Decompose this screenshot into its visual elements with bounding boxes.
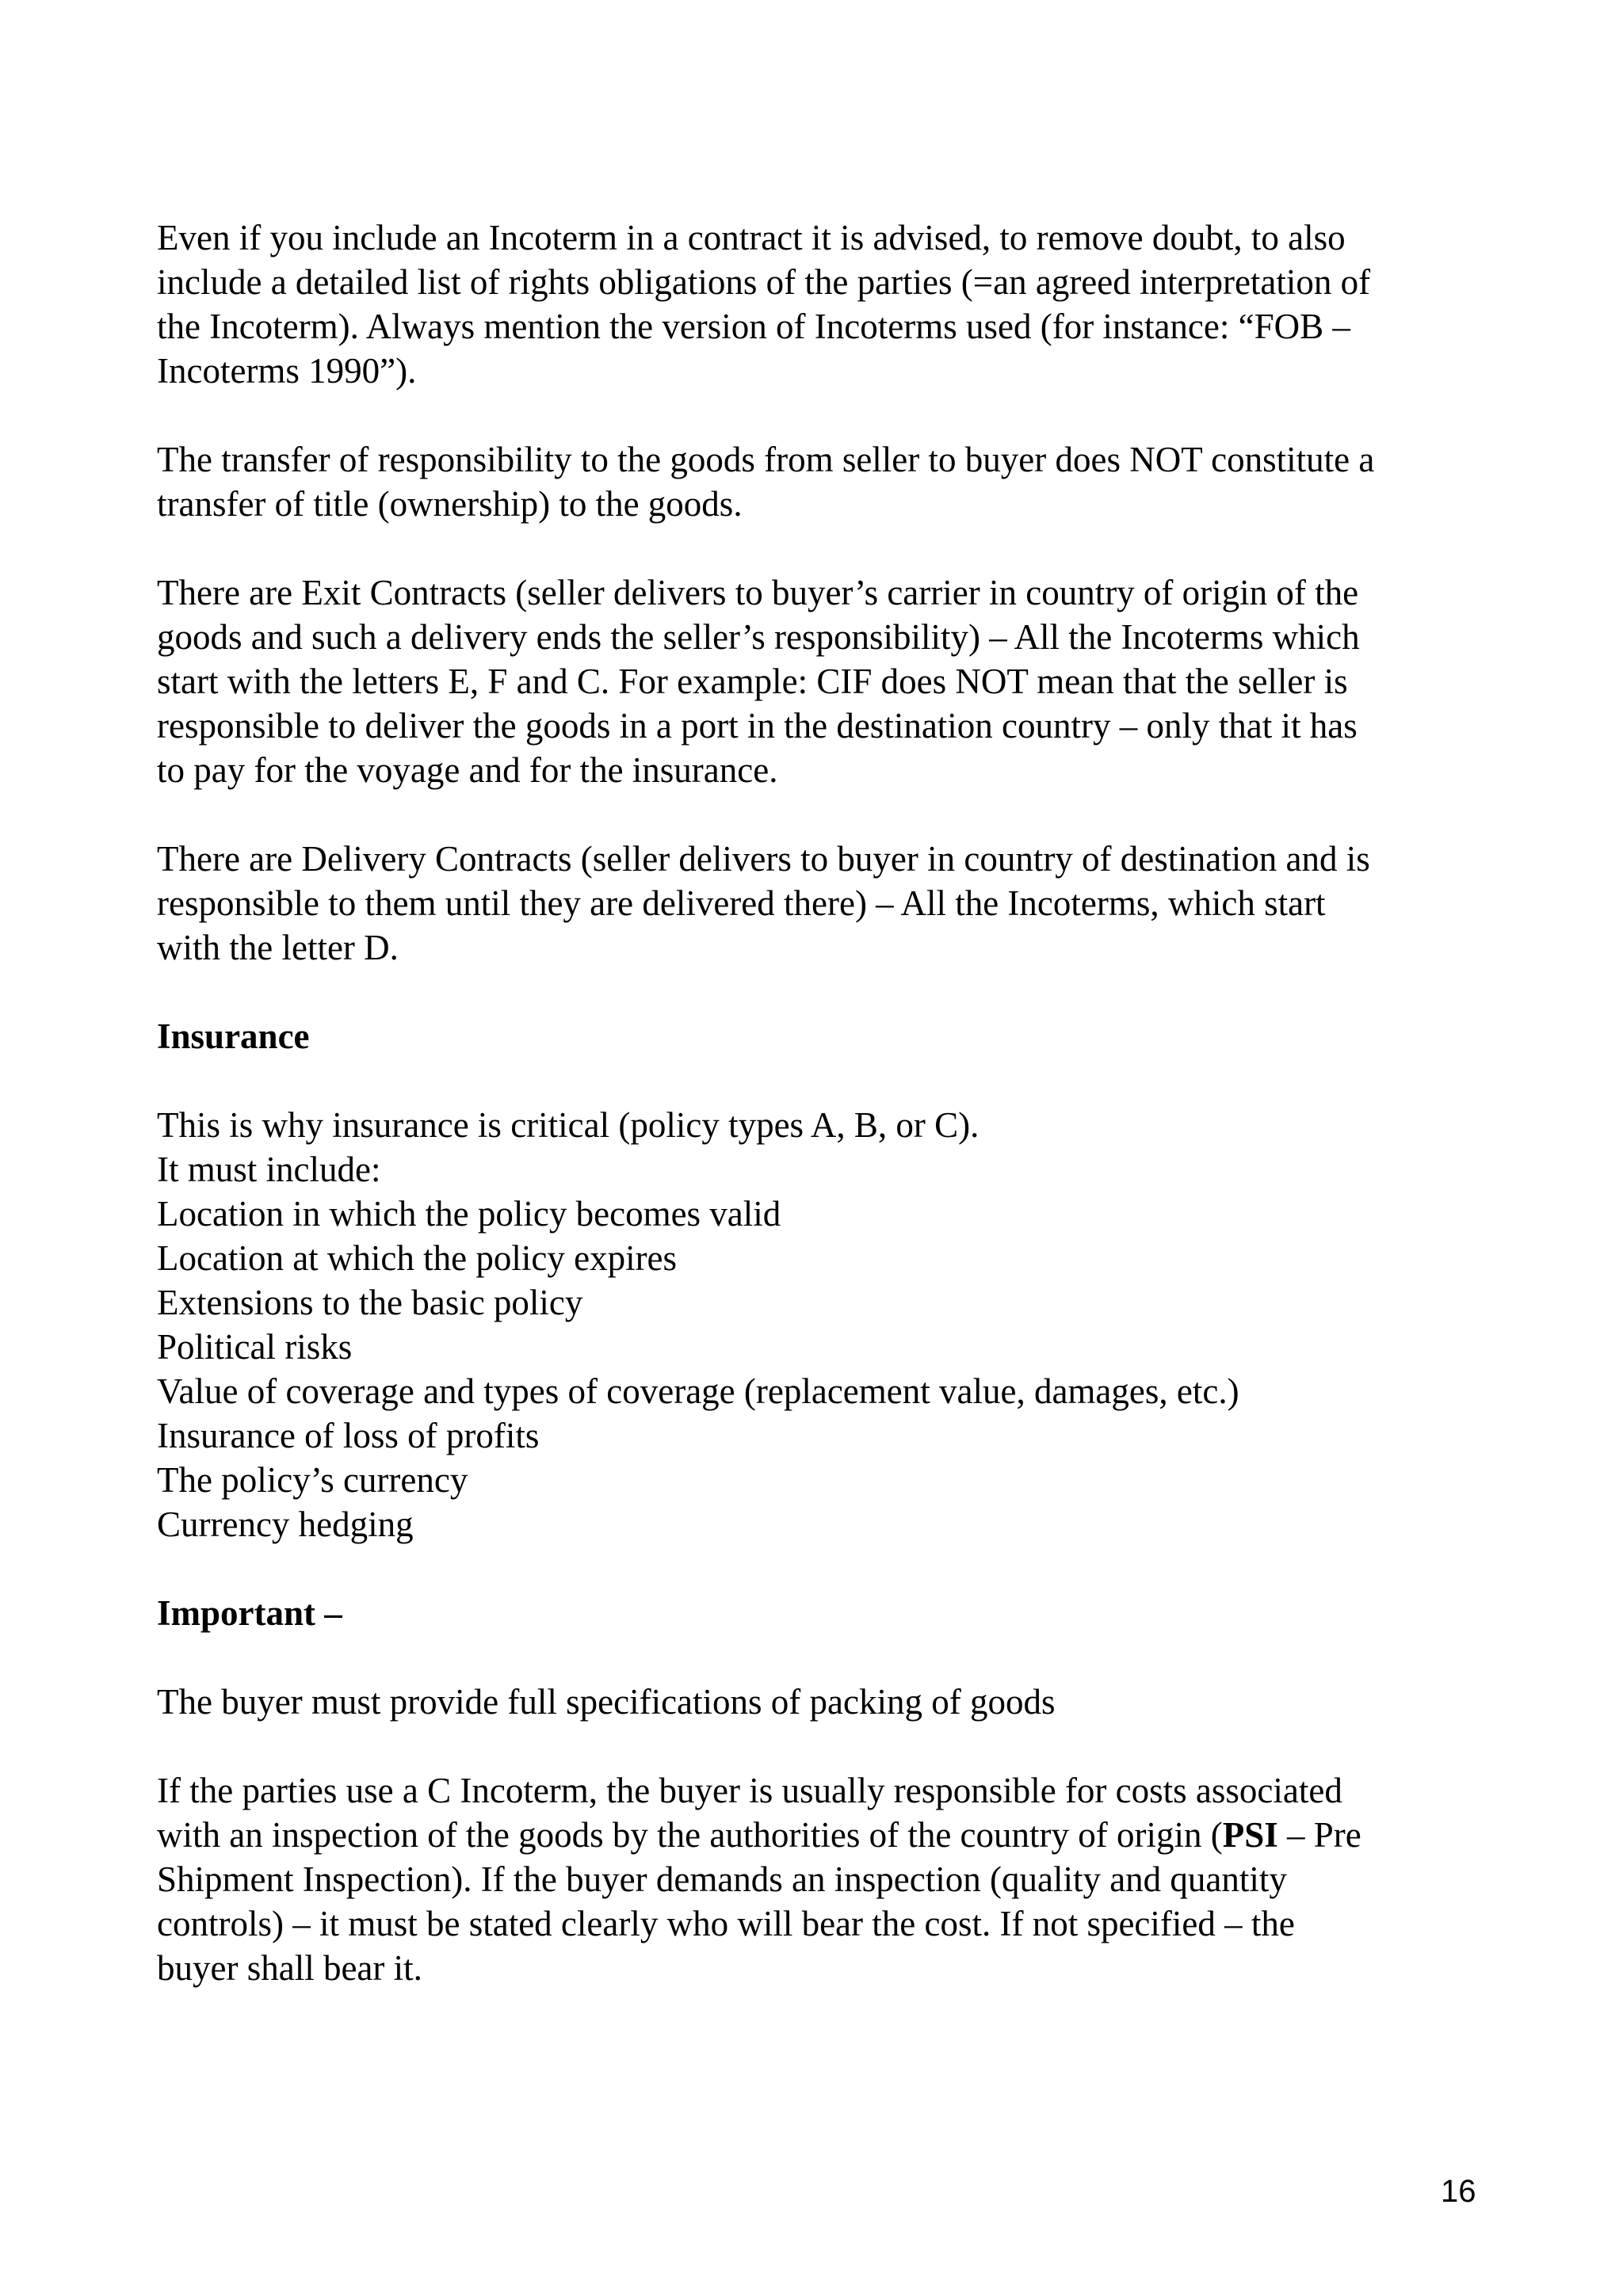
text-line: The buyer must provide full specifications of packing of goods [157, 1682, 1056, 1722]
text-segment: with an inspection of the goods by the authorities of the country of origin ( [157, 1815, 1223, 1855]
list-item: This is why insurance is critical (policy types A, B, or C). [157, 1105, 980, 1145]
text-line: Even if you include an Incoterm in a contract it is advised, to remove doubt, to also [157, 218, 1346, 257]
text-line: Shipment Inspection). If the buyer demands an inspection (quality and quantity [157, 1859, 1287, 1899]
list-item: Location at which the policy expires [157, 1238, 678, 1278]
paragraph-exit-contracts [157, 570, 1488, 792]
insurance-requirements-list [157, 1103, 1488, 1547]
list-item: Political risks [157, 1327, 353, 1367]
document-page [157, 215, 1488, 2035]
text-line: goods and such a delivery ends the seller’s responsibility) – All the Incoterms which [157, 617, 1360, 657]
paragraph-packing-specifications [157, 1680, 1488, 1724]
paragraph-delivery-contracts [157, 837, 1488, 970]
text-line: to pay for the voyage and for the insurance. [157, 750, 778, 790]
section-heading-insurance: Insurance [157, 1016, 310, 1056]
text-line: responsible to deliver the goods in a port in the destination country – only that it has [157, 706, 1358, 746]
text-line: controls) – it must be stated clearly who will bear the cost. If not specified – the [157, 1904, 1295, 1943]
paragraph-transfer-of-responsibility [157, 437, 1488, 526]
text-line [157, 1813, 1488, 1857]
list-item: Extensions to the basic policy [157, 1283, 583, 1322]
list-item: Value of coverage and types of coverage (replacement value, damages, etc.) [157, 1371, 1239, 1411]
text-line: start with the letters E, F and C. For example: CIF does NOT mean that the seller is [157, 662, 1348, 701]
list-item: It must include: [157, 1150, 381, 1189]
text-segment: – Pre [1277, 1815, 1361, 1855]
list-item: Location in which the policy becomes valid [157, 1194, 781, 1234]
text-line: with the letter D. [157, 928, 399, 967]
text-line: buyer shall bear it. [157, 1948, 422, 1988]
psi-abbreviation: PSI [1222, 1815, 1278, 1855]
paragraph-incoterm-advice [157, 215, 1488, 393]
text-line: responsible to them until they are delivered there) – All the Incoterms, which start [157, 883, 1326, 923]
text-line: The transfer of responsibility to the goods from seller to buyer does NOT constitute a [157, 440, 1375, 479]
list-item: Insurance of loss of profits [157, 1416, 540, 1455]
text-line: include a detailed list of rights obligations of the parties (=an agreed interpretation of [157, 262, 1371, 302]
list-item: Currency hedging [157, 1505, 414, 1544]
text-line: the Incoterm). Always mention the version of Incoterms used (for instance: “FOB – [157, 307, 1350, 346]
text-line: transfer of title (ownership) to the goods. [157, 484, 743, 524]
text-line: There are Exit Contracts (seller delivers to buyer’s carrier in country of origin of the [157, 573, 1359, 612]
page-number: 16 [1441, 2174, 1476, 2209]
list-item: The policy’s currency [157, 1460, 468, 1500]
text-line: If the parties use a C Incoterm, the buyer is usually responsible for costs associated [157, 1771, 1342, 1810]
text-line: There are Delivery Contracts (seller delivers to buyer in country of destination and is [157, 839, 1370, 879]
text-line: Incoterms 1990”). [157, 351, 417, 391]
section-heading-important: Important – [157, 1593, 342, 1633]
paragraph-pre-shipment-inspection [157, 1768, 1488, 1990]
